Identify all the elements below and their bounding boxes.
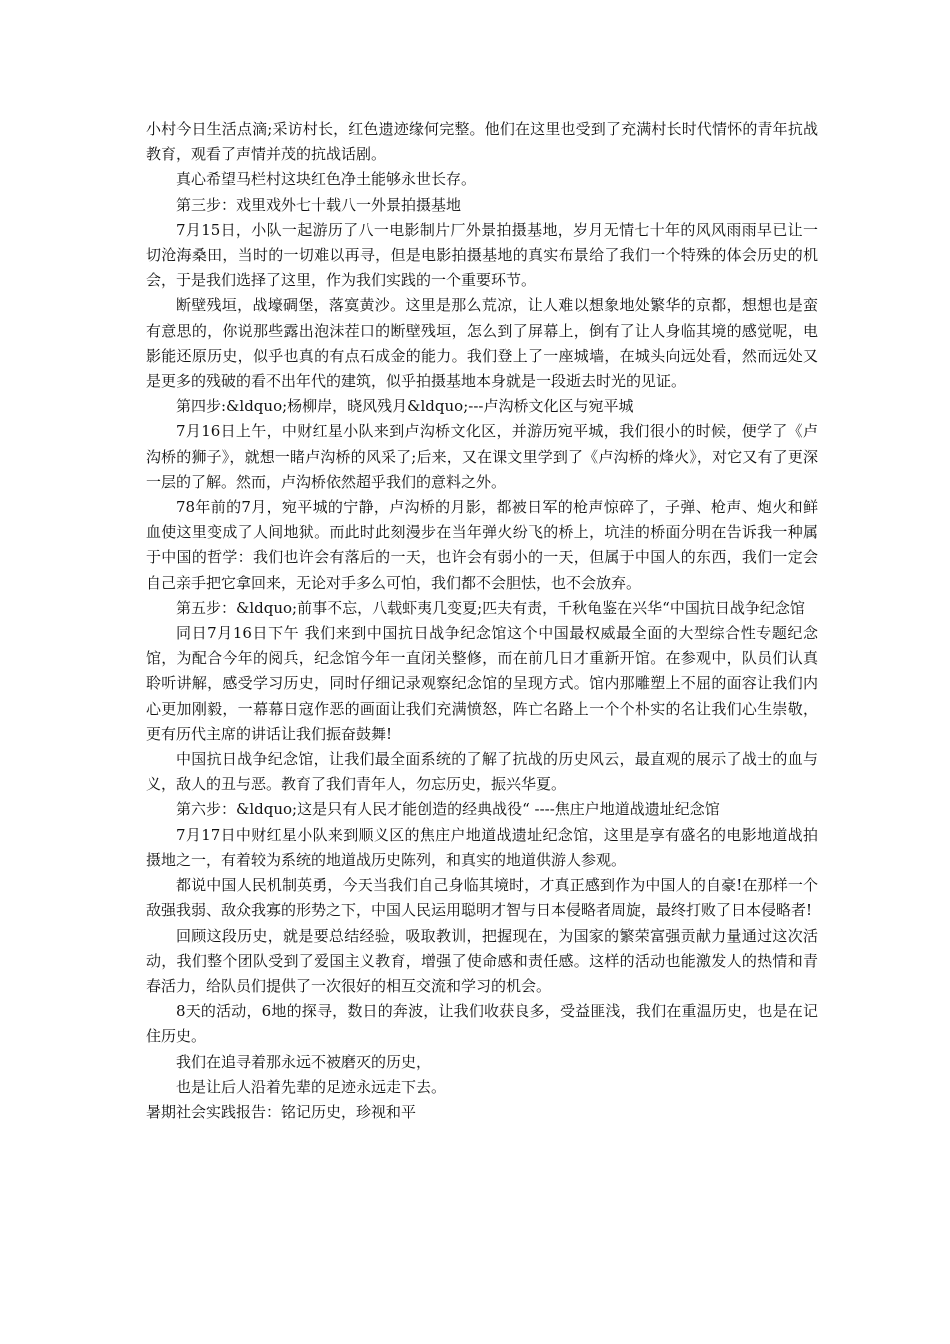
- paragraph: 也是让后人沿着先辈的足迹永远走下去。: [176, 1077, 447, 1096]
- paragraph: 真心希望马栏村这块红色净土能够永世长存。: [176, 170, 477, 189]
- paragraph: 我们在追寻着那永远不被磨灭的历史，: [176, 1052, 432, 1071]
- paragraph: 同日7月16日下午 我们来到中国抗日战争纪念馆这个中国最权威最全面的大型综合性专题纪念馆，为配合今年的阅兵，纪念馆今年一直闭关整修，而在前几日才重新开馆。在参观中，队员们认真聆听讲解，感受学习历史，同时仔细记录观察纪念馆的呈现方式。馆内那雕塑上不屈的面容让我们内心更加刚毅，一幕幕日寇作恶的画面让我们充满愤怒，阵亡名路上一个个朴实的名让我们心生崇敬，更有历代主席的讲话让我们振奋鼓舞!: [146, 624, 818, 743]
- paragraph: 回顾这段历史，就是要总结经验，吸取教训，把握现在，为国家的繁荣富强贡献力量通过这次活动，我们整个团队受到了爱国主义教育，增强了使命感和责任感。这样的活动也能激发人的热情和青春活力，给队员们提供了一次很好的相互交流和学习的机会。: [146, 926, 818, 995]
- paragraph: 中国抗日战争纪念馆，让我们最全面系统的了解了抗战的历史风云，最直观的展示了战士的血与义，敌人的丑与恶。教育了我们青年人，勿忘历史，振兴华夏。: [146, 750, 818, 794]
- paragraph: 7月16日上午，中财红星小队来到卢沟桥文化区，并游历宛平城，我们很小的时候，便学了《卢沟桥的狮子》，就想一睹卢沟桥的风采了;后来，又在课文里学到了《卢沟桥的烽火》，对它又有了更深一层的了解。然而，卢沟桥依然超乎我们的意料之外。: [146, 422, 818, 491]
- section-heading: 第五步：&ldquo;前事不忘，八载虾夷几变夏;匹夫有责，千秋龟鉴在兴华“中国抗日战争纪念馆: [176, 598, 805, 617]
- section-heading: 第三步：戏里戏外七十载八一外景拍摄基地: [176, 195, 462, 214]
- document-title: 暑期社会实践报告：铭记历史，珍视和平: [146, 1102, 417, 1121]
- section-heading: 第六步：&ldquo;这是只有人民才能创造的经典战役“ ----焦庄户地道战遗址纪念馆: [176, 800, 720, 819]
- paragraph: 7月17日中财红星小队来到顺义区的焦庄户地道战遗址纪念馆，这里是享有盛名的电影地道战拍摄地之一，有着较为系统的地道战历史陈列，和真实的地道供游人参观。: [146, 825, 818, 869]
- paragraph: 断壁残垣，战壕碉堡，落寞黄沙。这里是那么荒凉，让人难以想象地处繁华的京都，想想也是蛮有意思的，你说那些露出泡沫茬口的断壁残垣，怎么到了屏幕上，倒有了让人身临其境的感觉呢，电影能还原历史，似乎也真的有点石成金的能力。我们登上了一座城墙，在城头向远处看，然而远处又是更多的残破的看不出年代的建筑，似乎拍摄基地本身就是一段逝去时光的见证。: [146, 296, 818, 391]
- document-body: [146, 117, 818, 1125]
- paragraph: 78年前的7月，宛平城的宁静，卢沟桥的月影，都被日军的枪声惊碎了，子弹、枪声、炮火和鲜血使这里变成了人间地狱。而此时此刻漫步在当年弹火纷飞的桥上，坑洼的桥面分明在告诉我一种属于中国的哲学：我们也许会有落后的一天，也许会有弱小的一天，但属于中国人的东西，我们一定会自己亲手把它拿回来，无论对手多么可怕，我们都不会胆怯，也不会放弃。: [146, 498, 818, 592]
- section-heading: 第四步:&ldquo;杨柳岸，晓风残月&ldquo;---卢沟桥文化区与宛平城: [176, 397, 634, 416]
- paragraph: 都说中国人民机制英勇，今天当我们自己身临其境时，才真正感到作为中国人的自豪!在那样一个敌强我弱、敌众我寡的形势之下，中国人民运用聪明才智与日本侵略者周旋，最终打败了日本侵略者!: [146, 876, 818, 920]
- paragraph: 小村今日生活点滴;采访村长，红色遗迹缘何完整。他们在这里也受到了充满村长时代情怀的青年抗战教育，观看了声情并茂的抗战话剧。: [146, 120, 818, 164]
- paragraph: 8天的活动，6地的探寻，数日的奔波，让我们收获良多，受益匪浅，我们在重温历史，也是在记住历史。: [146, 1002, 818, 1046]
- paragraph: 7月15日，小队一起游历了八一电影制片厂外景拍摄基地，岁月无情七十年的风风雨雨早已让一切沧海桑田，当时的一切难以再寻，但是电影拍摄基地的真实布景给了我们一个特殊的体会历史的机会，于是我们选择了这里，作为我们实践的一个重要环节。: [146, 220, 818, 290]
